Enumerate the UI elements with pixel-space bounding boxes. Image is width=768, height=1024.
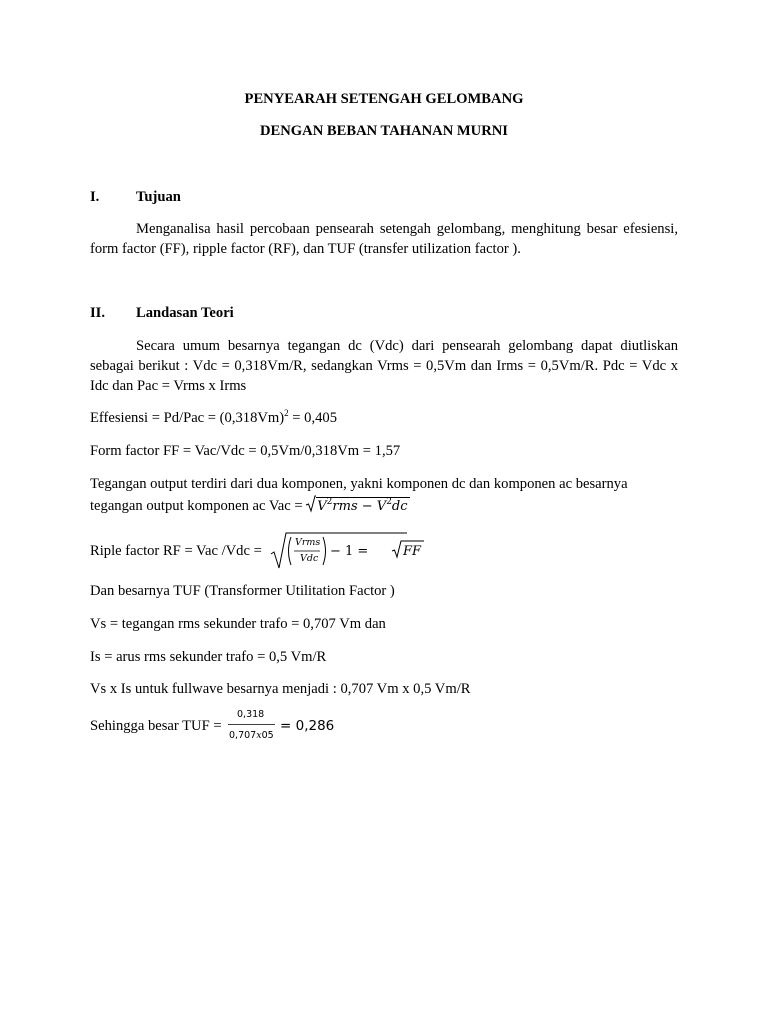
section-2-paragraph: Secara umum besarnya tegangan dc (Vdc) dari pensearah gelombang dapat diutliskan sebagai berikut : Vdc = 0,318Vm/R, sedangkan Vrms = 0,5Vm dan Irms = 0,5Vm/R. Pdc = Vdc x Idc dan Pac = Vrms x Irms xyxy=(90,338,678,394)
tuf-fraction-numerator: 0,318 xyxy=(237,709,265,720)
tuf-fraction-bar xyxy=(228,724,276,726)
section-2-title: Landasan Teori xyxy=(136,305,234,321)
vac-line-2 xyxy=(90,495,678,517)
ripple-ff: FF xyxy=(403,544,422,559)
section-1-heading xyxy=(90,187,678,207)
tuf-result-value: = 0,286 xyxy=(280,718,335,734)
vac-radicand: $V^2rms - V^2dc$ xyxy=(317,497,408,514)
section-1-number: I. xyxy=(90,189,100,205)
vac-line-2-text: tegangan output komponen ac Vac = xyxy=(90,498,307,514)
sqrt-sign-icon xyxy=(306,495,316,513)
section-1-title: Tujuan xyxy=(136,189,181,205)
document-title-line-1: PENYEARAH SETENGAH GELOMBANG xyxy=(244,91,524,107)
vs-line: Vs = tegangan rms sekunder trafo = 0,707 Vm dan xyxy=(90,616,386,632)
section-2-number: II. xyxy=(90,305,106,321)
is-line: Is = arus rms sekunder trafo = 0,5 Vm/R xyxy=(90,649,327,665)
tuf-result-line xyxy=(90,708,678,744)
efficiency-exponent: 2 xyxy=(284,408,289,418)
ripple-fraction-numerator: Vrms xyxy=(295,537,321,548)
efficiency-line xyxy=(90,408,678,428)
document-title-line-2: DENGAN BEBAN TAHANAN MURNI xyxy=(260,123,508,139)
ripple-factor-line xyxy=(90,532,678,572)
vac-line-1: Tegangan output terdiri dari dua komponen, yakni komponen dc dan komponen ac besarnya xyxy=(90,476,628,492)
efficiency-text: Effesiensi = Pd/Pac = (0,318Vm) xyxy=(90,410,285,426)
efficiency-result: = 0,405 xyxy=(288,410,338,426)
form-factor-line: Form factor FF = Vac/Vdc = 0,5Vm/0,318Vm = 1,57 xyxy=(90,443,401,459)
section-1-paragraph: Menganalisa hasil percobaan pensearah setengah gelombang, menghitung besar efesiensi, form factor (FF), ripple factor (RF), dan TUF (transfer utilization factor ). xyxy=(90,221,678,257)
tuf-result-text: Sehingga besar TUF = xyxy=(90,718,222,734)
tuf-intro-line: Dan besarnya TUF (Transformer Utilitation Factor ) xyxy=(90,583,395,599)
vac-sqrt-formula xyxy=(306,495,409,517)
vs-is-line: Vs x Is untuk fullwave besarnya menjadi : 0,707 Vm x 0,5 Vm/R xyxy=(90,681,471,697)
section-2-heading xyxy=(90,303,678,323)
ripple-factor-text: Riple factor RF = Vac /Vdc = xyxy=(90,543,262,559)
tuf-fraction-denominator: 0,707x05 xyxy=(229,730,274,741)
ripple-fraction-denominator: Vdc xyxy=(300,553,319,564)
ripple-minus-one: − 1 = xyxy=(330,544,369,559)
